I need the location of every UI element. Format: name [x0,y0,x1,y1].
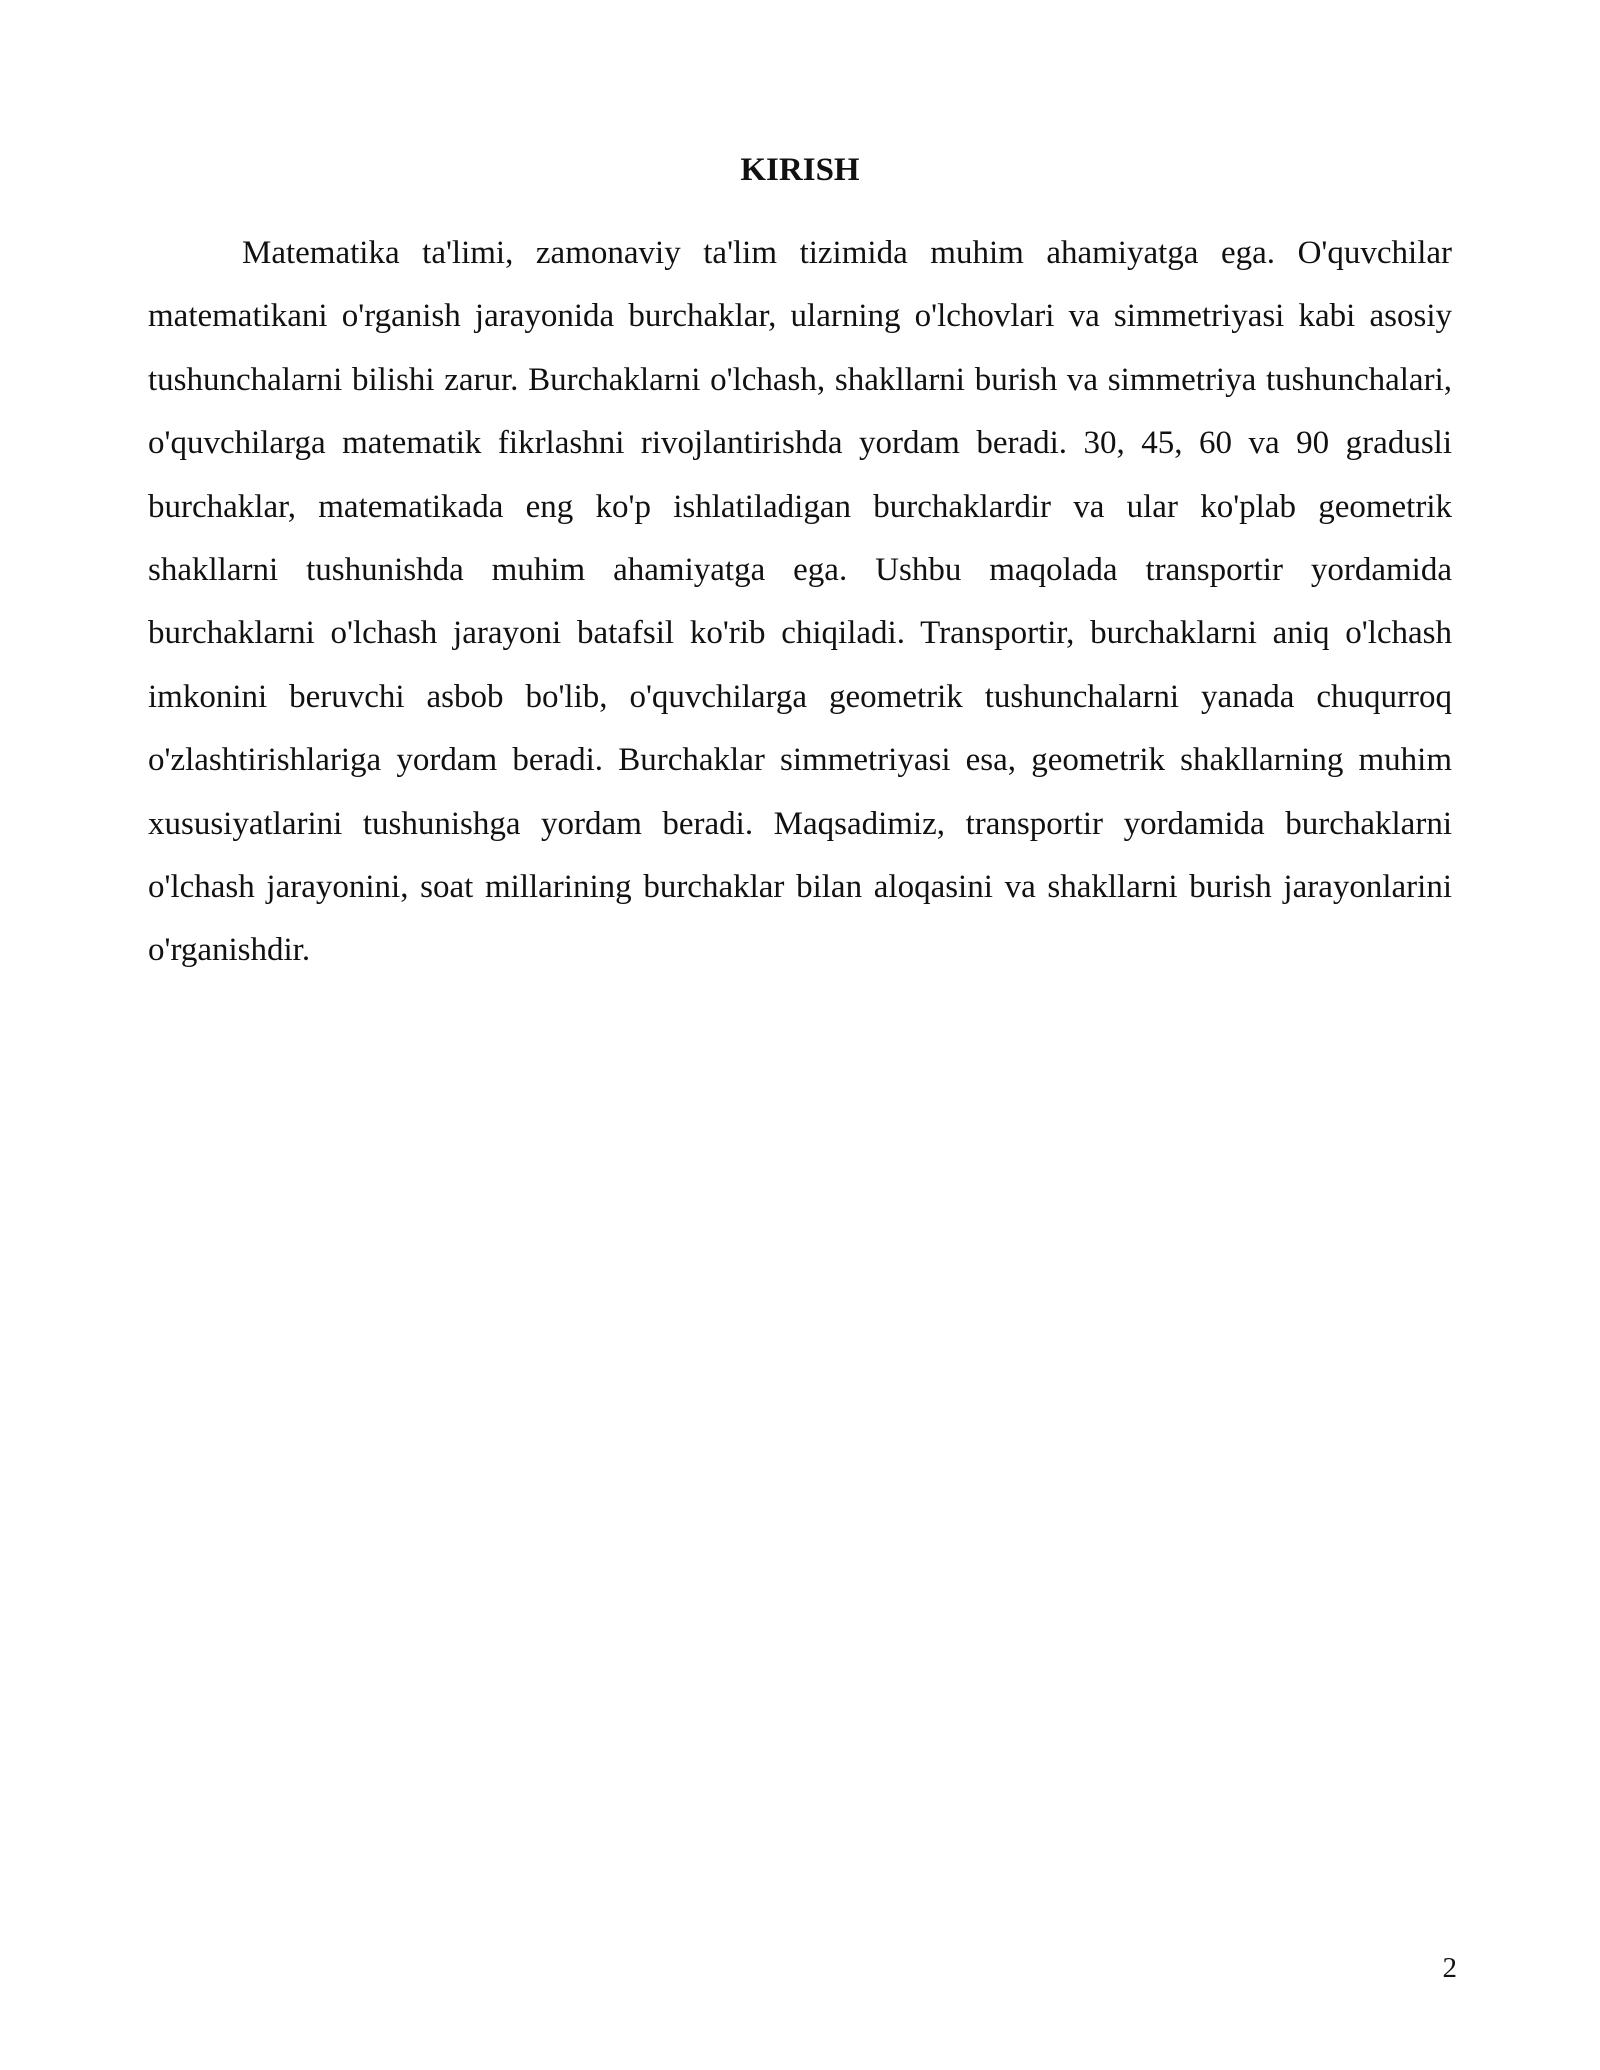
section-heading: KIRISH [740,152,860,188]
intro-paragraph: Matematika ta'limi, zamonaviy ta'lim tizimida muhim ahamiyatga ega. O'quvchilar matematikani o'rganish jarayonida burchaklar, ularning o'lchovlari va simmetriyasi kabi asosiy tushunchalarni bilishi zarur. Burchaklarni o'lchash, shakllarni burish va simmetriya tushunchalari, o'quvchilarga matematik fikrlashni rivojlantirishda yordam beradi. 30, 45, 60 va 90 gradusli burchaklar, matematikada eng ko'p ishlatiladigan burchaklardir va ular ko'plab geometrik shakllarni tushunishda muhim ahamiyatga ega. Ushbu maqolada transportir yordamida burchaklarni o'lchash jarayoni batafsil ko'rib chiqiladi. Transportir, burchaklarni aniq o'lchash imkonini beruvchi asbob bo'lib, o'quvchilarga geometrik tushunchalarni yanada chuqurroq o'zlashtirishlariga yordam beradi. Burchaklar simmetriyasi esa, geometrik shakllarning muhim xususiyatlarini tushunishga yordam beradi. Maqsadimiz, transportir yordamida burchaklarni o'lchash jarayonini, soat millarining burchaklar bilan aloqasini va shakllarni burish jarayonlarini o'rganishdir. [148,235,1452,969]
page-number: 2 [1442,1952,1457,1984]
